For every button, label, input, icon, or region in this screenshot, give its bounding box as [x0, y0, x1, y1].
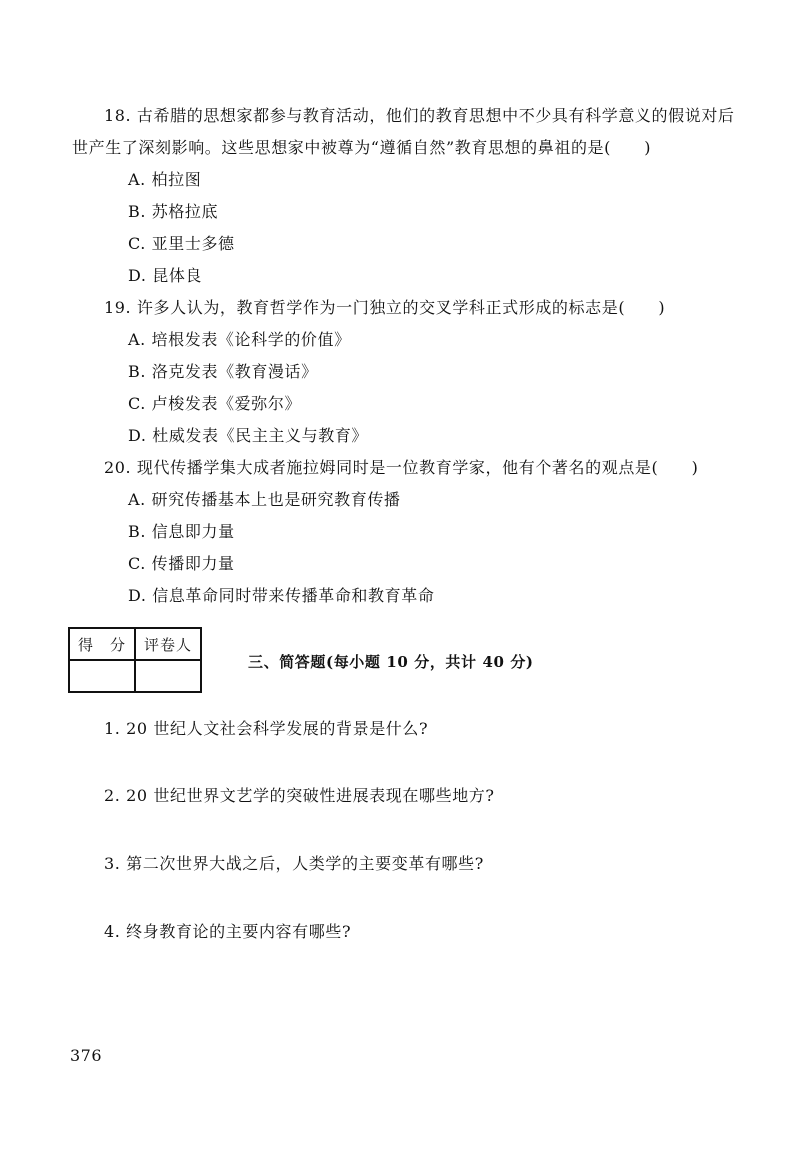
reviewer-header: 评卷人 [135, 628, 201, 660]
question-19-text: 19. 许多人认为，教育哲学作为一门独立的交叉学科正式形成的标志是( ) [104, 298, 666, 317]
question-18-text: 18. 古希腊的思想家都参与教育活动，他们的教育思想中不少具有科学意义的假说对后 [104, 106, 735, 125]
question-19-option-c: C. 卢梭发表《爱弥尔》 [128, 394, 302, 413]
reviewer-cell[interactable] [135, 660, 201, 692]
question-20-option-c: C. 传播即力量 [128, 554, 235, 573]
question-18-option-b: B. 苏格拉底 [128, 202, 219, 221]
question-20-option-a: A. 研究传播基本上也是研究教育传播 [128, 490, 401, 509]
score-table [68, 627, 202, 693]
section-title: 三、简答题(每小题 10 分，共计 40 分) [248, 653, 534, 671]
question-18-text-continued: 世产生了深刻影响。这些思想家中被尊为“遵循自然”教育思想的鼻祖的是( ) [72, 138, 652, 157]
question-20-text: 20. 现代传播学集大成者施拉姆同时是一位教育学家，他有个著名的观点是( ) [104, 458, 699, 477]
question-18-option-d: D. 昆体良 [128, 266, 203, 285]
short-question-3: 3. 第二次世界大战之后，人类学的主要变革有哪些? [104, 854, 484, 873]
question-20-option-d: D. 信息革命同时带来传播革命和教育革命 [128, 586, 435, 605]
score-cell[interactable] [69, 660, 135, 692]
score-header: 得 分 [69, 628, 135, 660]
short-question-1: 1. 20 世纪人文社会科学发展的背景是什么? [104, 719, 429, 738]
question-18-option-a: A. 柏拉图 [128, 170, 202, 189]
short-question-4: 4. 终身教育论的主要内容有哪些? [104, 922, 352, 941]
question-18-option-c: C. 亚里士多德 [128, 234, 235, 253]
question-19-option-b: B. 洛克发表《教育漫话》 [128, 362, 318, 381]
short-question-2: 2. 20 世纪世界文艺学的突破性进展表现在哪些地方? [104, 786, 495, 805]
question-19-option-d: D. 杜威发表《民主主义与教育》 [128, 426, 369, 445]
question-19-option-a: A. 培根发表《论科学的价值》 [128, 330, 351, 349]
page-number: 376 [70, 1046, 103, 1065]
question-20-option-b: B. 信息即力量 [128, 522, 235, 541]
